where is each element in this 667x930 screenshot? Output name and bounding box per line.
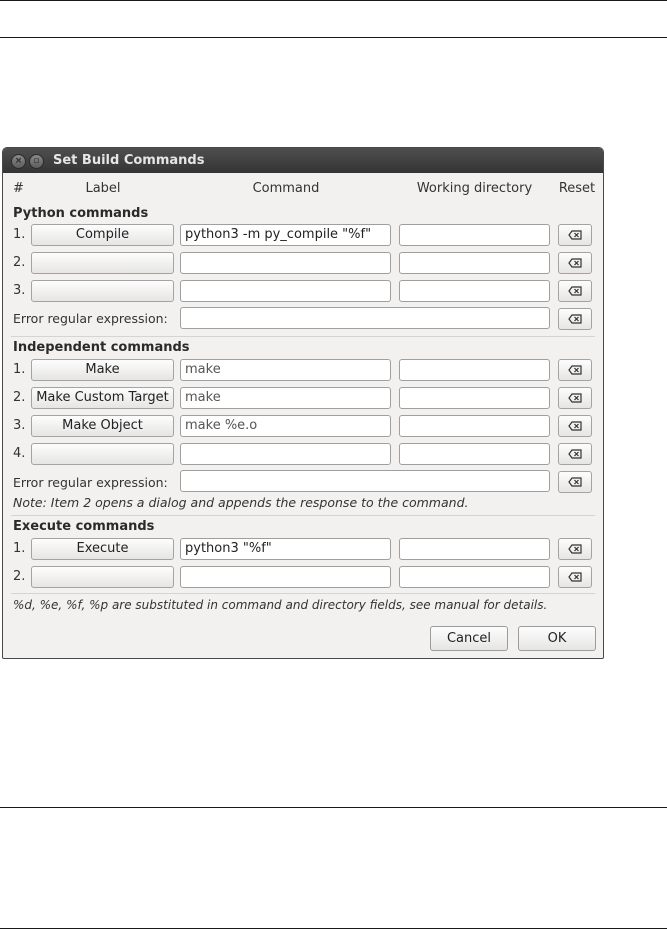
independent-error-label: Error regular expression: xyxy=(13,475,168,490)
row-number: 1. xyxy=(13,362,26,377)
execute-reset-button-2[interactable] xyxy=(558,566,592,588)
clear-backspace-icon xyxy=(568,286,582,296)
python-label-button-3[interactable] xyxy=(31,280,174,302)
python-workdir-field-1[interactable] xyxy=(399,224,550,246)
python-label-button-1[interactable]: Compile xyxy=(31,224,174,246)
python-reset-button-2[interactable] xyxy=(558,252,592,274)
cancel-button[interactable]: Cancel xyxy=(430,626,508,651)
independent-label-button-1[interactable]: Make xyxy=(31,359,174,381)
clear-backspace-icon xyxy=(568,421,582,431)
clear-backspace-icon xyxy=(568,572,582,582)
execute-workdir-field-2[interactable] xyxy=(399,566,550,588)
independent-command-field-2[interactable]: make xyxy=(180,387,391,409)
execute-label-button-2[interactable] xyxy=(31,566,174,588)
clear-backspace-icon xyxy=(568,230,582,240)
python-command-field-3[interactable] xyxy=(180,280,391,302)
ok-button[interactable]: OK xyxy=(518,626,596,651)
independent-note: Note: Item 2 opens a dialog and appends the response to the command. xyxy=(13,495,469,510)
header-reset: Reset xyxy=(558,181,596,196)
python-workdir-field-3[interactable] xyxy=(399,280,550,302)
independent-label-button-2[interactable]: Make Custom Target xyxy=(31,387,174,409)
row-number: 2. xyxy=(13,255,26,270)
page-rule-top xyxy=(0,0,667,1)
page-rule-footer xyxy=(0,807,667,808)
separator xyxy=(11,515,595,516)
header-working-directory: Working directory xyxy=(416,181,533,196)
independent-workdir-field-1[interactable] xyxy=(399,359,550,381)
python-workdir-field-2[interactable] xyxy=(399,252,550,274)
independent-label-button-4[interactable] xyxy=(31,443,174,465)
python-commands-title: Python commands xyxy=(13,206,149,221)
independent-workdir-field-4[interactable] xyxy=(399,443,550,465)
execute-label-button-1[interactable]: Execute xyxy=(31,538,174,560)
independent-reset-button-4[interactable] xyxy=(558,443,592,465)
execute-workdir-field-1[interactable] xyxy=(399,538,550,560)
clear-backspace-icon xyxy=(568,365,582,375)
independent-reset-button-2[interactable] xyxy=(558,387,592,409)
substitution-note: %d, %e, %f, %p are substituted in command and directory fields, see manual for details. xyxy=(13,598,548,612)
independent-error-regex-field[interactable] xyxy=(180,470,550,492)
python-command-field-2[interactable] xyxy=(180,252,391,274)
row-number: 4. xyxy=(13,446,26,461)
title-bar xyxy=(3,148,603,173)
independent-reset-button-1[interactable] xyxy=(558,359,592,381)
row-number: 1. xyxy=(13,227,26,242)
clear-backspace-icon xyxy=(568,449,582,459)
header-command: Command xyxy=(252,181,320,196)
close-icon[interactable]: × xyxy=(11,154,26,169)
page-rule-header xyxy=(0,37,667,38)
execute-commands-title: Execute commands xyxy=(13,519,155,534)
python-label-button-2[interactable] xyxy=(31,252,174,274)
independent-workdir-field-3[interactable] xyxy=(399,415,550,437)
clear-backspace-icon xyxy=(568,544,582,554)
row-number: 3. xyxy=(13,283,26,298)
clear-backspace-icon xyxy=(568,393,582,403)
clear-backspace-icon xyxy=(568,477,582,487)
independent-commands-title: Independent commands xyxy=(13,340,190,355)
separator xyxy=(11,593,595,594)
set-build-commands-dialog xyxy=(2,147,604,659)
clear-backspace-icon xyxy=(568,314,582,324)
independent-command-field-4[interactable] xyxy=(180,443,391,465)
independent-label-button-3[interactable]: Make Object xyxy=(31,415,174,437)
python-command-field-1[interactable]: python3 -m py_compile "%f" xyxy=(180,224,391,246)
execute-reset-button-1[interactable] xyxy=(558,538,592,560)
row-number: 2. xyxy=(13,390,26,405)
dialog-content xyxy=(3,173,603,658)
page-rule-bottom xyxy=(0,928,667,929)
separator xyxy=(11,336,595,337)
python-reset-button-1[interactable] xyxy=(558,224,592,246)
header-num: # xyxy=(13,181,24,196)
clear-backspace-icon xyxy=(568,258,582,268)
independent-command-field-1[interactable]: make xyxy=(180,359,391,381)
window-title: Set Build Commands xyxy=(53,153,205,168)
row-number: 2. xyxy=(13,569,26,584)
independent-workdir-field-2[interactable] xyxy=(399,387,550,409)
independent-error-reset-button[interactable] xyxy=(558,471,592,493)
execute-command-field-1[interactable]: python3 "%f" xyxy=(180,538,391,560)
row-number: 3. xyxy=(13,418,26,433)
python-reset-button-3[interactable] xyxy=(558,280,592,302)
execute-command-field-2[interactable] xyxy=(180,566,391,588)
independent-reset-button-3[interactable] xyxy=(558,415,592,437)
minimize-icon[interactable]: ▫ xyxy=(29,154,44,169)
python-error-reset-button[interactable] xyxy=(558,308,592,330)
header-label: Label xyxy=(85,181,121,196)
row-number: 1. xyxy=(13,541,26,556)
independent-command-field-3[interactable]: make %e.o xyxy=(180,415,391,437)
python-error-regex-field[interactable] xyxy=(180,307,550,329)
python-error-label: Error regular expression: xyxy=(13,311,168,326)
